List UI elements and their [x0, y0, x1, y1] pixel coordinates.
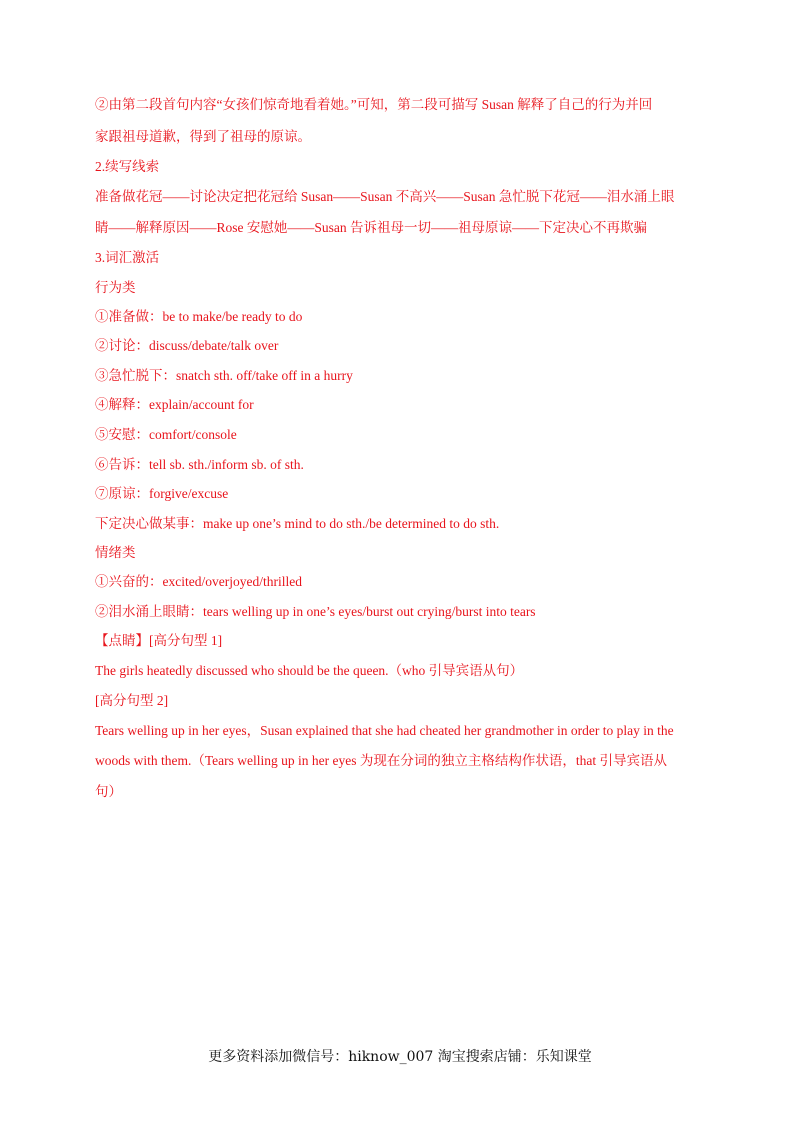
example-sentence: The girls heatedly discussed who should be the queen.（who 引导宾语从句） [95, 663, 524, 678]
vocab-item: ①兴奋的：excited/overjoyed/thrilled [95, 574, 302, 589]
category-heading: 行为类 [95, 280, 136, 295]
vocab-item: 下定决心做某事：make up one’s mind to do sth./be determined to do sth. [95, 516, 500, 531]
example-sentence: 句） [95, 784, 122, 799]
text-line: 准备做花冠——讨论决定把花冠给 Susan——Susan 不高兴——Susan 急忙脱下花冠——泪水涌上眼 [95, 189, 675, 204]
text-line: ②由第二段首句内容“女孩们惊奇地看着她。”可知，第二段可描写 Susan 解释了自己的行为并回 [95, 97, 653, 112]
section-heading: [高分句型 2] [95, 693, 169, 708]
section-heading: 3.词汇激活 [95, 250, 160, 265]
section-heading: 【点睛】[高分句型 1] [95, 633, 223, 648]
vocab-item: ⑦原谅：forgive/excuse [95, 486, 229, 501]
page-footer: 更多资料添加微信号：hiknow_007 淘宝搜索店铺：乐知课堂 [208, 1049, 592, 1065]
text-line: 家跟祖母道歉，得到了祖母的原谅。 [95, 129, 311, 144]
example-sentence: woods with them.（Tears welling up in her eyes 为现在分词的独立主格结构作状语，that 引导宾语从 [95, 753, 667, 768]
vocab-item: ③急忙脱下：snatch sth. off/take off in a hurry [95, 368, 353, 383]
section-heading: 2.续写线索 [95, 159, 160, 174]
vocab-item: ①准备做：be to make/be ready to do [95, 309, 303, 324]
vocab-item: ②讨论：discuss/debate/talk over [95, 338, 279, 353]
vocab-item: ②泪水涌上眼睛：tears welling up in one’s eyes/burst out crying/burst into tears [95, 604, 536, 619]
vocab-item: ⑤安慰：comfort/console [95, 427, 237, 442]
vocab-item: ④解释：explain/account for [95, 397, 254, 412]
category-heading: 情绪类 [95, 545, 136, 560]
vocab-item: ⑥告诉：tell sb. sth./inform sb. of sth. [95, 457, 304, 472]
example-sentence: Tears welling up in her eyes，Susan explained that she had cheated her grandmother in order to play in the [95, 723, 674, 738]
text-line: 睛——解释原因——Rose 安慰她——Susan 告诉祖母一切——祖母原谅——下定决心不再欺骗 [95, 220, 648, 235]
